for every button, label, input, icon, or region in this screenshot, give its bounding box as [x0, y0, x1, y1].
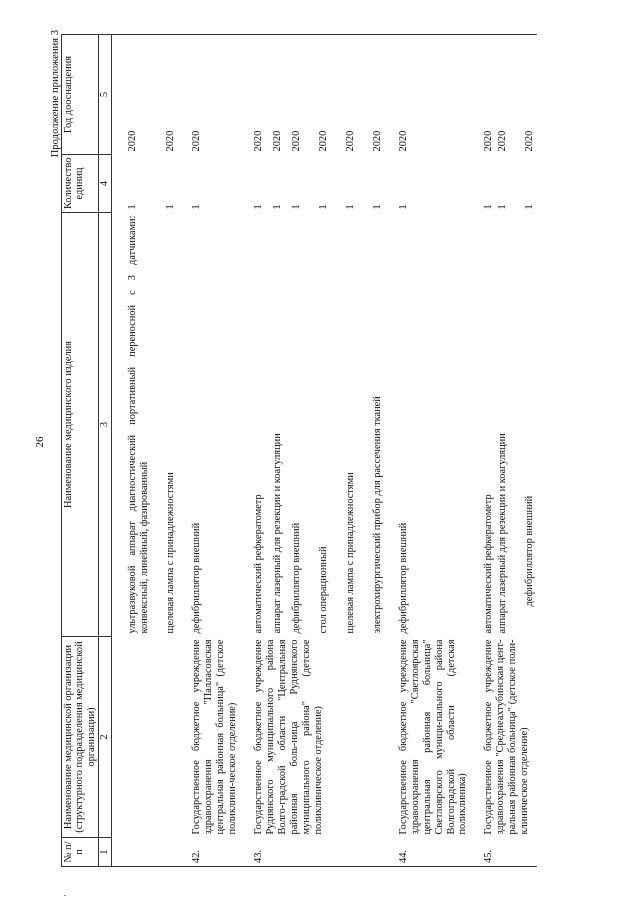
- row-quantity: 1: [371, 204, 383, 210]
- row-number: [304, 838, 331, 867]
- row-number: 44.: [397, 838, 471, 867]
- row-device: дефибриллятор внешний: [524, 495, 536, 607]
- row-number: [164, 838, 178, 867]
- col-number: 1: [99, 838, 112, 867]
- row-organization: Государственное бюджетное учреждение здравоохранения "Светлоярская центральная районная больница" Светлоярского муници-пального района Волгоградской области (детская поликлиника): [397, 639, 469, 835]
- row-quantity: 1: [397, 204, 409, 210]
- column-numbers-row: [99, 35, 112, 867]
- row-number: [510, 838, 537, 867]
- row-number: [358, 838, 385, 867]
- row-device: щелевая лампа с принадлежностями: [165, 472, 177, 634]
- row-number: [331, 838, 358, 867]
- row-year: 2020: [252, 35, 266, 155]
- row-device: автоматический рефкератометр: [252, 494, 264, 634]
- header-no: № п/п: [62, 838, 99, 867]
- row-year: 2020: [482, 35, 496, 155]
- row-organization: Государственное бюджетное учреждение Руднянского муниципального района Волго-градской области "Центральная районная боль-ница Руднянского муниципального района" (детское поликлиническое отделение): [252, 639, 324, 835]
- row-number: [126, 838, 152, 867]
- row-year: 2020: [496, 35, 510, 155]
- header-device: Наименование медицинского изделия: [62, 213, 99, 637]
- row-year: 2020: [331, 35, 358, 155]
- row-number: [266, 838, 285, 867]
- table-row: [397, 35, 471, 867]
- col-number: 3: [99, 213, 112, 637]
- row-year: 2020: [285, 35, 304, 155]
- row-device: ультразвуковой аппарат диагностический портативный переносной с 3 датчиками: конвексный, линейный, фазированный: [127, 215, 151, 634]
- page-number: 26: [34, 436, 46, 448]
- row-device: дефибриллятор внешний: [191, 522, 203, 634]
- row-quantity: 1: [191, 204, 203, 210]
- gap-row: [470, 35, 482, 867]
- row-year: 2020: [266, 35, 285, 155]
- row-year: 2020: [190, 35, 240, 155]
- row-organization: Государственное бюджетное учреждение здравоохранения "Среднеахтубинская цент-ральная районная больница" (детское поли-клиническое отделение): [483, 639, 531, 835]
- row-year: 2020: [164, 35, 178, 155]
- table-row: [126, 35, 152, 867]
- col-number: 4: [99, 155, 112, 213]
- row-year: 2020: [126, 35, 152, 155]
- row-quantity: 1: [127, 204, 139, 210]
- header-org: Наименование медицинской организации (структурного подразделения медицинской организации): [62, 637, 99, 838]
- row-number: 42.: [190, 838, 240, 867]
- row-device: щелевая лампа с принадлежностями: [344, 472, 356, 634]
- row-number: [496, 838, 510, 867]
- row-year: 2020: [510, 35, 537, 155]
- gap-row: [178, 35, 190, 867]
- header-qty: Количество единиц: [62, 155, 99, 213]
- row-quantity: 1: [344, 204, 356, 210]
- row-device: электрохирургический прибор для рассечения тканей: [371, 396, 383, 634]
- row-quantity: 1: [483, 204, 495, 210]
- table-row: [190, 35, 240, 867]
- row-device: стол операционный: [317, 546, 329, 634]
- continuation-note: Продолжение приложения 3: [50, 30, 61, 158]
- row-number: 45.: [482, 838, 496, 867]
- row-organization: Государственное бюджетное учреждение здравоохранения "Палласовская центральная районная больница" (детское поликлини-ческое отделение): [191, 639, 239, 835]
- equipment-table: [61, 34, 537, 867]
- row-quantity: 1: [524, 204, 536, 210]
- row-number: [285, 838, 304, 867]
- margin-mark: ·: [60, 894, 70, 897]
- row-number: 43.: [252, 838, 266, 867]
- row-year: 2020: [304, 35, 331, 155]
- row-device: аппарат лазерный для резекции и коагуляции: [271, 433, 283, 634]
- row-organization: [164, 637, 178, 838]
- gap-row: [240, 35, 252, 867]
- gap-row: [152, 35, 164, 867]
- row-device: автоматический рефкератометр: [483, 494, 495, 634]
- row-year: 2020: [397, 35, 471, 155]
- row-quantity: 1: [252, 204, 264, 210]
- row-quantity: 1: [497, 204, 509, 210]
- row-quantity: 1: [290, 204, 302, 210]
- row-device: аппарат лазерный для резекции и коагуляции: [497, 433, 509, 634]
- spacer-row: [112, 35, 127, 867]
- row-quantity: 1: [271, 204, 283, 210]
- gap-row: [385, 35, 397, 867]
- col-number: 5: [99, 35, 112, 155]
- table-header: [62, 35, 99, 867]
- row-quantity: 1: [317, 204, 329, 210]
- row-organization: [126, 637, 152, 838]
- table-row: [482, 35, 496, 867]
- table-row: [164, 35, 178, 867]
- row-device: дефибриллятор внешний: [290, 522, 302, 634]
- col-number: 2: [99, 637, 112, 838]
- header-year: Год дооснащения: [62, 35, 99, 155]
- table-row: [252, 35, 266, 867]
- row-year: 2020: [358, 35, 385, 155]
- row-quantity: 1: [165, 204, 177, 210]
- row-device: дефибриллятор внешний: [397, 522, 409, 634]
